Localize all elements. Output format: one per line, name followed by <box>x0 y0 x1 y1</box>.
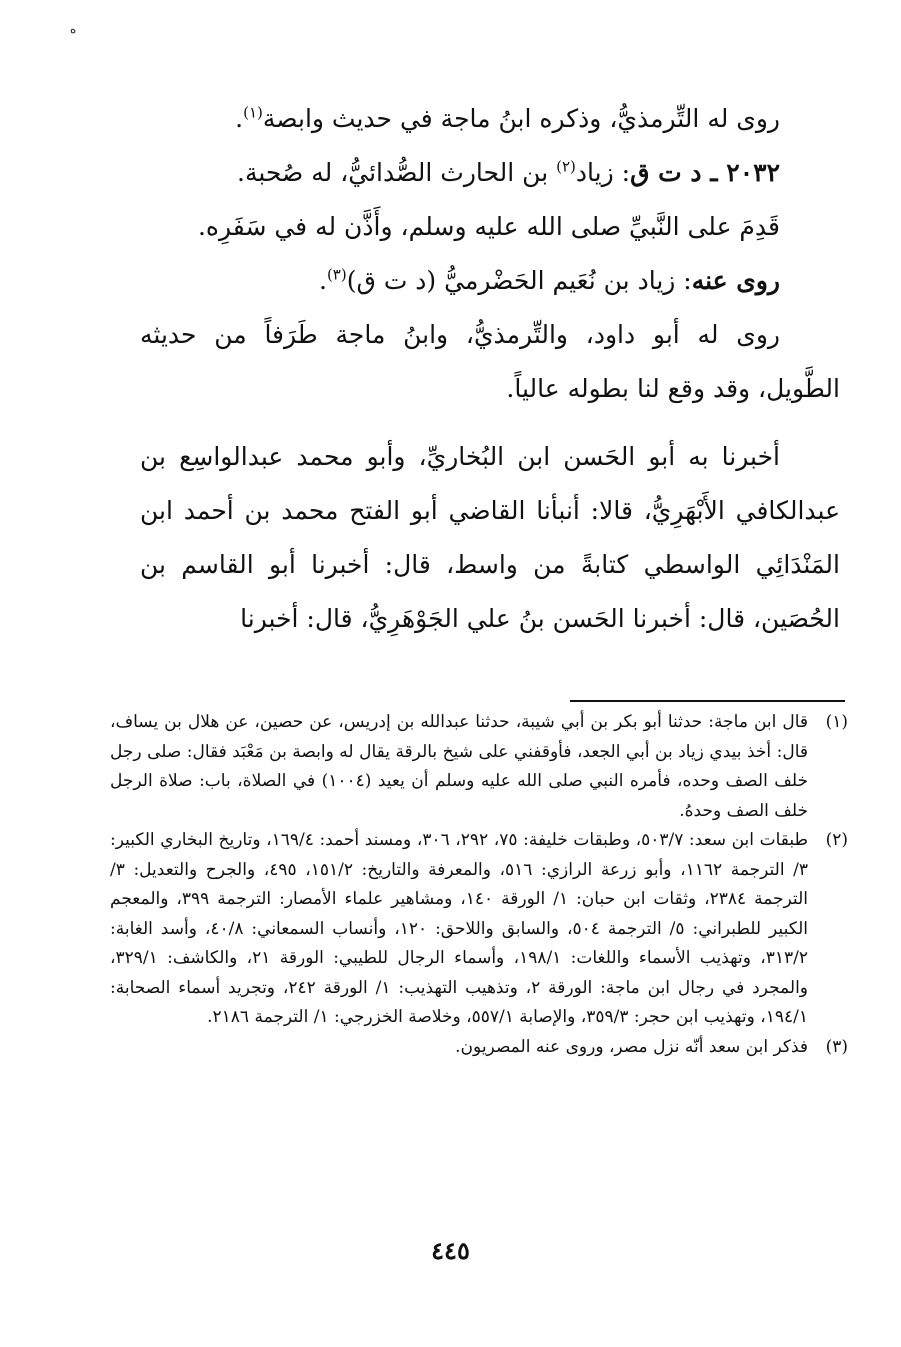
footnote-ref-2: (٢) <box>556 157 576 176</box>
main-text <box>140 92 840 646</box>
corner-mark: ه <box>70 22 77 36</box>
footnote-ref-1: (١) <box>243 103 263 122</box>
paragraph-isnad: أخبرنا به أبو الحَسن ابن البُخاريِّ، وأبو محمد عبدالواسِع بن عبدالكافي الأَبْهَرِيُّ، قالا: أنبأنا القاضي أبو الفتح محمد بن أحمد ابن المَنْدَائِي الواسطي كتابةً من واسط، قال: أخبرنا أبو القاسم بن الحُصَين، قال: أخبرنا الحَسن بنُ علي الجَوْهَرِيُّ، قال: أخبرنا <box>140 442 840 633</box>
paragraph-tirmidhi-note <box>140 92 840 146</box>
narrators-end: . <box>318 266 327 295</box>
paragraph-end: . <box>235 104 244 133</box>
entry-number: ٢٠٣٢ ـ د ت ق <box>630 158 780 187</box>
footnote-text: قال ابن ماجة: حدثنا أبو بكر بن أبي شيبة، حدثنا عبدالله بن إدريس، عن حصين، عن هلال بن يساف، قال: أخذ بيدي زياد بن أبي الجعد، فأوقفني على شيخ بالرقة يقال له وابصة بن مَعْبَد فقال: صلى رجل خلف الصف وحده، فأمره النبي صلى الله عليه وسلم أن يعيد (١٠٠٤) في الصلاة، باب: صلاة الرجل خلف الصف وحدهُ. <box>110 712 808 821</box>
paragraph-riwaya: روى له أبو داود، والتِّرمذيُّ، وابنُ ماجة طَرَفاً من حديثه الطَّويل، وقد وقع لنا بطوله عالياً. <box>140 320 840 403</box>
footnote-1 <box>110 708 848 826</box>
narrators-text: : زياد بن نُعَيم الحَضْرميُّ (د ت ق) <box>346 266 692 295</box>
paragraph-narrators <box>140 254 840 308</box>
footnote-separator <box>570 700 845 702</box>
paragraph-qadima: قَدِمَ على النَّبيِّ صلى الله عليه وسلم، وأَذَّن له في سَفَرِه. <box>197 212 780 241</box>
footnote-2 <box>110 826 848 1033</box>
entry-heading <box>140 146 840 200</box>
entry-name-part: : زياد <box>575 158 631 187</box>
entry-name-rest: بن الحارث الصُّدائيُّ، له صُحبة. <box>237 158 557 187</box>
page-number: ٤٤٥ <box>431 1236 470 1265</box>
footnote-ref-3: (٣) <box>326 265 347 284</box>
footnote-number: (٣) <box>825 1036 848 1057</box>
footnote-3 <box>110 1033 848 1063</box>
paragraph-text: روى له التِّرمذيُّ، وذكره ابنُ ماجة في حديث وابصة <box>262 104 780 133</box>
footnote-text: فذكر ابن سعد أنّه نزل مصر، وروى عنه المصريون. <box>455 1036 808 1057</box>
footnote-text: طبقات ابن سعد: ٥٠٣/٧، وطبقات خليفة: ٧٥، ٢٩٢، ٣٠٦، ومسند أحمد: ١٦٩/٤، وتاريخ البخاري الكبير: ٣/ الترجمة ١١٦٢، وأبو زرعة الرازي: ٥١٦، والمعرفة والتاريخ: ١٥١/٢، ٤٩٥، والجرح والتعديل: ٣/ الترجمة ٢٣٨٤، وثقات ابن حبان: ١/ الورقة ١٤٠، ومشاهير علماء الأمصار: الترجمة ٣٩٩، والمعجم الكبير للطبراني: ٥/ الترجمة ٥٠٤، والسابق واللاحق: ١٢٠، وأنساب السمعاني: ٤٠/٨، وأسد الغابة: ٣١٣/٢، وتهذيب الأسماء واللغات: ١٩٨/١، وأسماء الرجال للطيبي: الورقة ٢١، والكاشف: ٣٢٩/١، والمجرد في رجال ابن ماجة: الورقة ٢، وتذهيب التهذيب: ١/ الورقة ٢٤٢، وتجريد أسماء الصحابة: ١٩٤/١، وتهذيب ابن حجر: ٣٥٩/٣، والإصابة ٥٥٧/١، وخلاصة الخزرجي: ١/ الترجمة ٢١٨٦. <box>110 830 809 1027</box>
footnote-number: (٢) <box>825 830 848 850</box>
footnote-number: (١) <box>825 712 848 732</box>
narrators-label: روى عنه <box>691 266 780 295</box>
footnotes <box>110 708 848 1062</box>
